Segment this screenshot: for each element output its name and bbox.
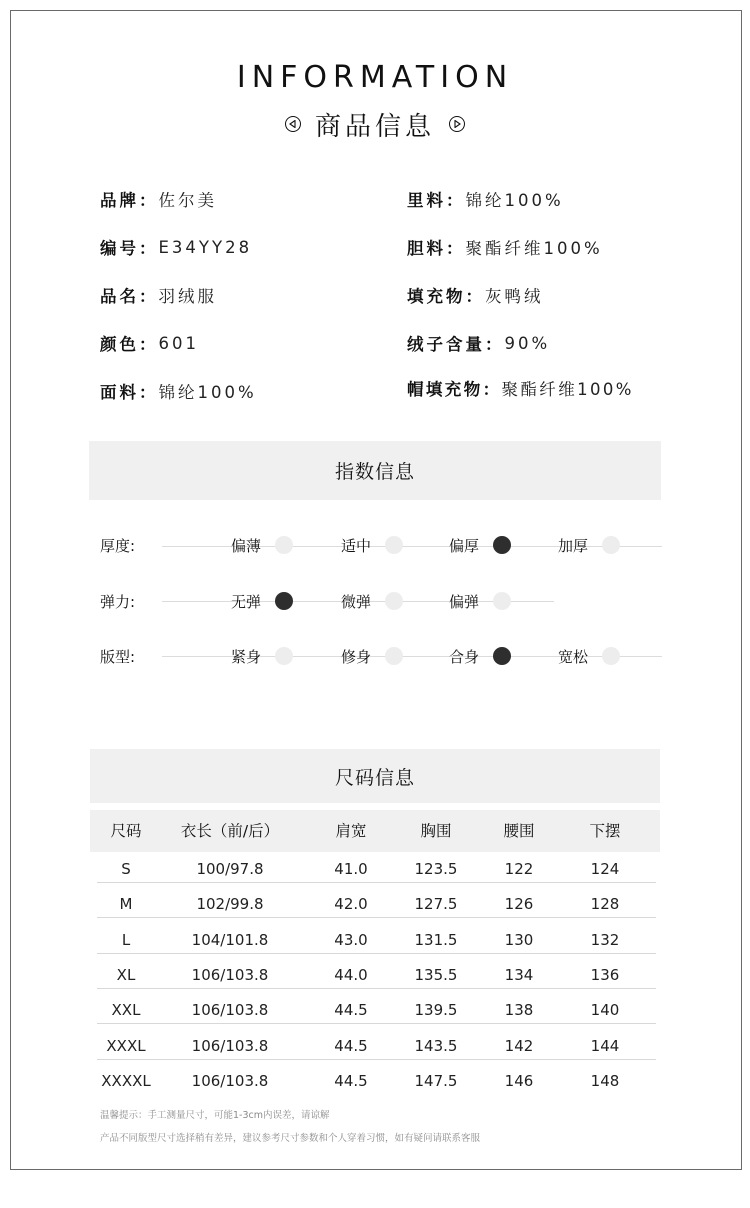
- info-inner-material: [407, 235, 603, 259]
- info-label: 面料：: [100, 383, 159, 402]
- size-cell-value: 139.5: [414, 1001, 458, 1020]
- size-cell-value: 122: [504, 860, 534, 878]
- size-cell-value: 106/103.8: [191, 1001, 269, 1020]
- note-measurement: 温馨提示：手工测量尺寸，可能1-3cm内误差，请谅解: [100, 1110, 330, 1121]
- index-option: 修身: [341, 648, 372, 666]
- size-cell-value: 144: [590, 1036, 620, 1055]
- title-chinese-row: [0, 104, 750, 144]
- size-header-cell: 胸围: [420, 822, 452, 840]
- size-cell-value: 143.5: [414, 1036, 458, 1055]
- size-cell-value: 124: [590, 860, 620, 878]
- info-value: 佐尔美: [158, 191, 217, 210]
- size-header-cell: 尺码: [110, 822, 142, 840]
- size-cell-label: M: [119, 895, 133, 914]
- index-label-elasticity: 弹力:: [100, 593, 136, 611]
- right-arrow-icon: [449, 116, 465, 132]
- index-option: 微弹: [341, 593, 372, 611]
- size-cell-value: 102/99.8: [196, 895, 264, 914]
- index-dot-selected: [493, 647, 511, 665]
- size-cell-label: XXXL: [106, 1036, 146, 1055]
- info-value: 90%: [504, 333, 551, 353]
- info-value: 聚酯纤维100%: [465, 239, 603, 258]
- info-fabric: [100, 379, 257, 403]
- size-cell-value: 138: [504, 1001, 534, 1020]
- size-cell-value: 148: [590, 1071, 620, 1090]
- size-row-divider: [97, 988, 656, 989]
- size-cell-value: 44.5: [334, 1001, 368, 1020]
- size-cell-value: 127.5: [414, 895, 458, 914]
- size-cell-value: 106/103.8: [191, 1036, 269, 1055]
- size-cell-value: 135.5: [414, 965, 458, 984]
- size-cell-label: S: [121, 860, 131, 878]
- size-header-cell: 肩宽: [335, 822, 367, 840]
- index-option: 适中: [341, 537, 372, 555]
- info-lining: [407, 187, 564, 211]
- size-cell-value: 140: [590, 1001, 620, 1020]
- index-option: 宽松: [558, 648, 589, 666]
- size-cell-value: 42.0: [334, 895, 368, 914]
- size-cell-value: 106/103.8: [191, 1071, 269, 1090]
- index-option: 合身: [449, 648, 480, 666]
- left-arrow-icon: [285, 116, 301, 132]
- size-row-divider: [97, 1023, 656, 1024]
- size-cell-value: 134: [504, 965, 534, 984]
- info-value: 锦纶100%: [465, 191, 564, 210]
- size-cell-label: XXL: [111, 1001, 141, 1020]
- size-row-divider: [97, 917, 656, 918]
- index-dot: [275, 536, 293, 554]
- size-header-cell: 下摆: [589, 822, 621, 840]
- size-cell-value: 44.0: [334, 965, 368, 984]
- size-cell-value: 106/103.8: [191, 965, 269, 984]
- index-option: 无弹: [231, 593, 262, 611]
- index-dot: [602, 647, 620, 665]
- index-section-title: 指数信息: [89, 441, 661, 500]
- size-cell-value: 123.5: [414, 860, 458, 878]
- size-cell-value: 126: [504, 895, 534, 914]
- size-header-cell: 腰围: [503, 822, 535, 840]
- info-label: 品名：: [100, 287, 159, 306]
- size-cell-value: 41.0: [334, 860, 368, 878]
- info-filling: [407, 283, 544, 307]
- size-row-divider: [97, 882, 656, 883]
- index-option: 偏弹: [449, 593, 480, 611]
- info-value: 羽绒服: [158, 287, 217, 306]
- info-value: 聚酯纤维100%: [501, 380, 634, 399]
- info-label: 里料：: [407, 191, 466, 210]
- info-label: 绒子含量：: [407, 335, 505, 354]
- index-dot: [385, 647, 403, 665]
- index-label-thickness: 厚度:: [100, 537, 136, 555]
- info-value: 601: [158, 333, 199, 353]
- info-value: E34YY28: [158, 237, 253, 257]
- info-label: 填充物：: [407, 287, 485, 306]
- size-cell-value: 132: [590, 930, 620, 949]
- size-section-title: 尺码信息: [90, 749, 660, 803]
- index-option: 紧身: [231, 648, 262, 666]
- index-dot-selected: [275, 592, 293, 610]
- info-label: 编号：: [100, 239, 159, 258]
- size-cell-value: 104/101.8: [191, 930, 269, 949]
- size-cell-value: 131.5: [414, 930, 458, 949]
- index-dot: [275, 647, 293, 665]
- size-cell-value: 136: [590, 965, 620, 984]
- info-color: [100, 331, 199, 355]
- index-dot: [493, 592, 511, 610]
- title-chinese: 商品信息: [314, 111, 435, 142]
- title-english: INFORMATION: [236, 60, 514, 95]
- index-dot: [385, 536, 403, 554]
- index-option: 加厚: [558, 537, 589, 555]
- page-frame: [10, 10, 742, 1170]
- index-dot: [602, 536, 620, 554]
- info-code: [100, 235, 252, 259]
- size-cell-label: L: [121, 930, 131, 949]
- index-option: 偏厚: [449, 537, 480, 555]
- index-option: 偏薄: [231, 537, 262, 555]
- size-row-divider: [97, 1059, 656, 1060]
- size-cell-value: 128: [590, 895, 620, 914]
- size-cell-value: 130: [504, 930, 534, 949]
- info-product-name: [100, 283, 217, 307]
- size-cell-label: XXXXL: [101, 1071, 151, 1090]
- size-cell-value: 142: [504, 1036, 534, 1055]
- size-cell-value: 43.0: [334, 930, 368, 949]
- size-cell-value: 44.5: [334, 1071, 368, 1090]
- note-fit-advice: 产品不同版型尺寸选择稍有差异，建议参考尺寸参数和个人穿着习惯，如有疑问请联系客服: [100, 1133, 481, 1144]
- info-brand: [100, 187, 217, 211]
- size-cell-label: XL: [116, 965, 136, 984]
- size-cell-value: 147.5: [414, 1071, 458, 1090]
- size-cell-value: 146: [504, 1071, 534, 1090]
- info-down-content: [407, 331, 550, 355]
- size-row-divider: [97, 953, 656, 954]
- info-value: 灰鸭绒: [485, 287, 544, 306]
- info-label: 帽填充物：: [407, 380, 502, 399]
- size-cell-value: 44.5: [334, 1036, 368, 1055]
- info-label: 胆料：: [407, 239, 466, 258]
- size-table-header: [90, 810, 660, 852]
- info-hood-filling: [407, 376, 634, 400]
- info-label: 品牌：: [100, 191, 159, 210]
- index-label-fit: 版型:: [100, 648, 136, 666]
- size-header-cell: 衣长（前/后）: [180, 822, 280, 840]
- index-dot: [385, 592, 403, 610]
- info-label: 颜色：: [100, 335, 159, 354]
- info-value: 锦纶100%: [158, 383, 257, 402]
- index-dot-selected: [493, 536, 511, 554]
- size-cell-value: 100/97.8: [196, 860, 264, 878]
